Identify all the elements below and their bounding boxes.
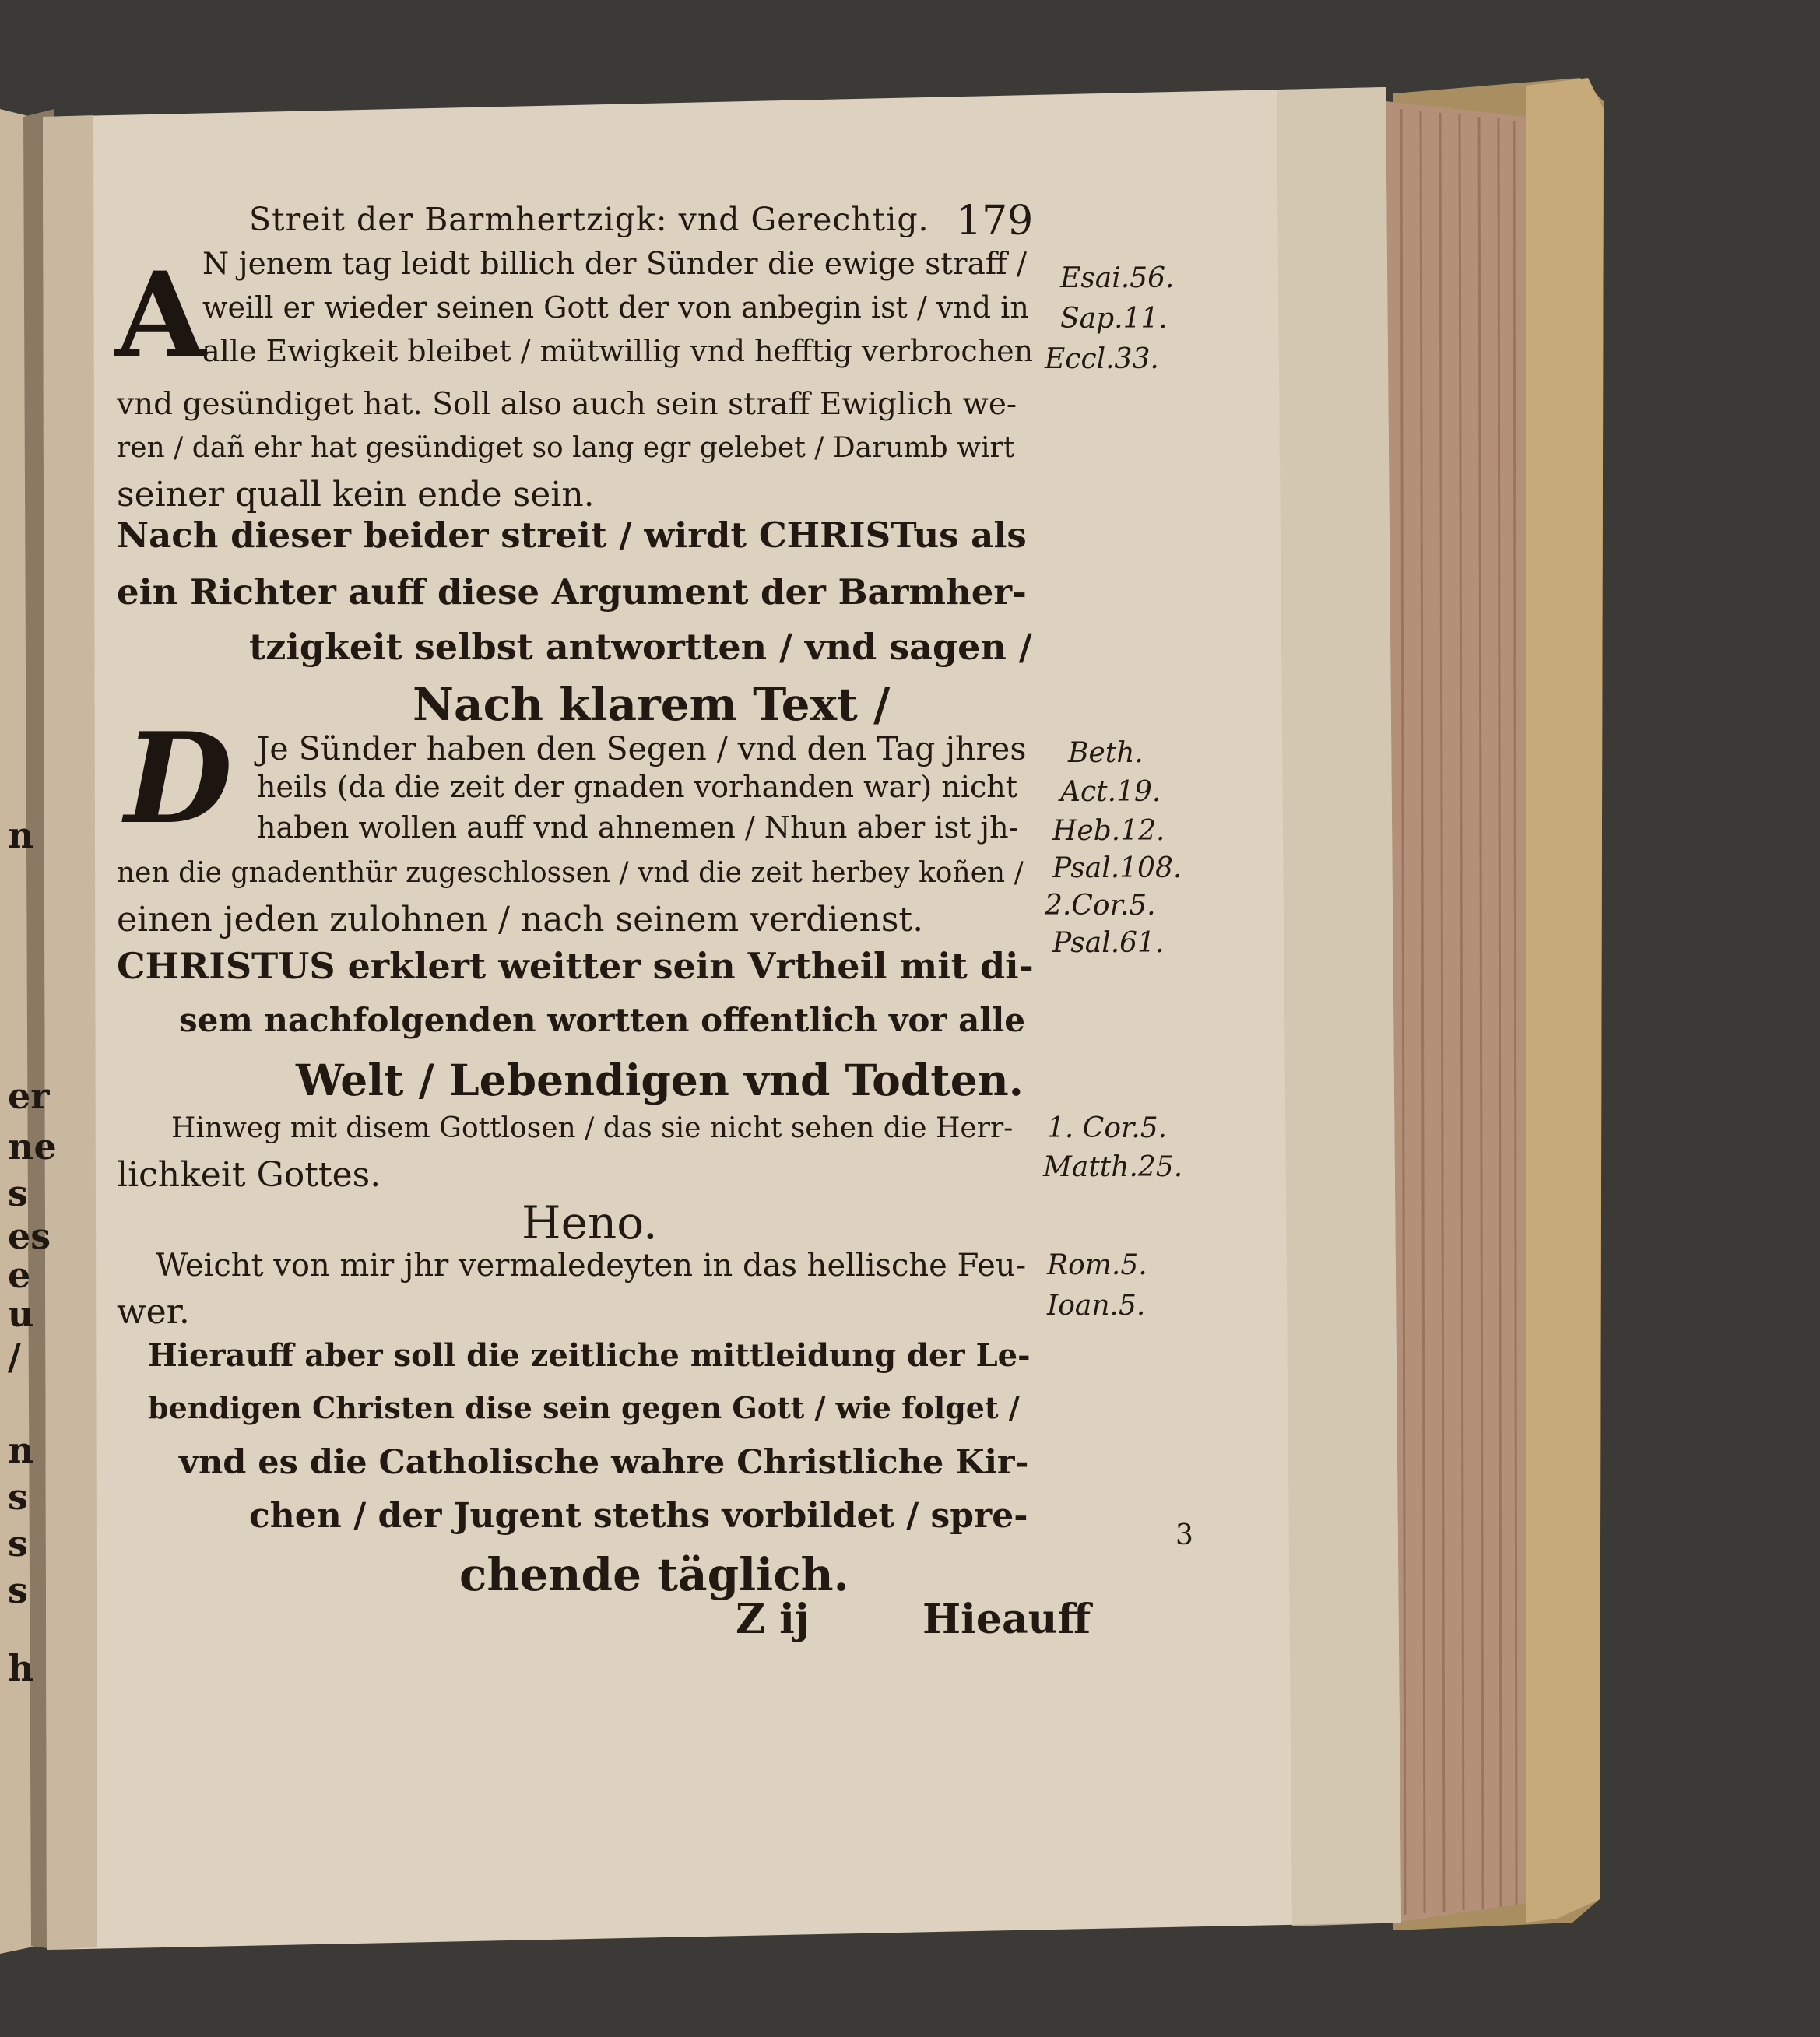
- p1-line: N jenem tag leidt billich der Sünder die ewige straff /: [202, 247, 1028, 282]
- p2-line: Je Sünder haben den Segen / vnd den Tag jhres: [257, 730, 1027, 767]
- speaker-label: Heno.: [522, 1196, 658, 1249]
- marginal-note: Esai.56.: [1060, 262, 1175, 294]
- p1-line: weill er wieder seinen Gott der von anbegin ist / vnd in: [202, 290, 1029, 325]
- p2-line: haben wollen auff vnd ahnemen / Nhun aber ist jh-: [257, 810, 1019, 845]
- left-fragment: e: [8, 1254, 31, 1296]
- h1-line: tzigkeit selbst antwortten / vnd sagen /: [249, 626, 1032, 668]
- left-fragment: u: [8, 1293, 34, 1335]
- p2-line: einen jeden zulohnen / nach seinem verdienst.: [117, 900, 924, 939]
- page-number: 179: [956, 198, 1034, 244]
- h3-line: vnd es die Catholische wahre Christliche Kir-: [179, 1443, 1029, 1482]
- left-fragment: s: [8, 1476, 28, 1518]
- p3-line: Hinweg mit disem Gottlosen / das sie nicht sehen die Herr-: [171, 1112, 1014, 1144]
- marginal-note: Eccl.33.: [1045, 343, 1159, 375]
- h1-line: ein Richter auff diese Argument der Barmher-: [117, 571, 1027, 613]
- p2-line: nen die gnadenthür zugeschlossen / vnd die zeit herbey koñen /: [117, 857, 1024, 889]
- left-fragment: s: [8, 1172, 28, 1214]
- p1-line: vnd gesündiget hat. Soll also auch sein straff Ewiglich we-: [117, 387, 1017, 422]
- h3-line: Hierauff aber soll die zeitliche mittleidung der Le-: [148, 1337, 1031, 1374]
- left-fragment: n: [8, 814, 34, 856]
- signature-mark: Z ij: [736, 1596, 810, 1643]
- running-head: Streit der Barmhertzigk: vnd Gerechtig.: [249, 201, 929, 238]
- left-fragment: n: [8, 1429, 34, 1471]
- h1-line: Nach klarem Text /: [413, 678, 891, 731]
- marginal-note: Sap.11.: [1060, 303, 1168, 335]
- drop-initial-d: D: [125, 705, 233, 852]
- left-fragment: s: [8, 1569, 28, 1611]
- marginal-note: Act.19.: [1060, 776, 1161, 808]
- h1-line: Nach dieser beider streit / wirdt CHRISTus als: [117, 515, 1027, 556]
- marginal-note: Heb.12.: [1052, 815, 1165, 847]
- marginal-note: Matth.25.: [1043, 1151, 1183, 1183]
- marginal-note: 1. Cor.5.: [1047, 1112, 1168, 1144]
- p1-line: ren / dañ ehr hat gesündiget so lang egr gelebet / Darumb wirt: [117, 432, 1015, 464]
- p1-line: seiner quall kein ende sein.: [117, 475, 595, 515]
- left-fragment: h: [8, 1647, 34, 1689]
- marginal-note: Ioan.5.: [1047, 1290, 1146, 1322]
- h2-line: Welt / Lebendigen vnd Todten.: [296, 1055, 1024, 1105]
- h2-line: CHRISTUS erklert weitter sein Vrtheil mit di-: [117, 945, 1034, 987]
- h2-line: sem nachfolgenden wortten offentlich vor alle: [179, 1001, 1025, 1039]
- left-fragment: s: [8, 1522, 28, 1565]
- left-fragment: es: [8, 1215, 51, 1257]
- stray-mark: 3: [1175, 1519, 1193, 1551]
- h3-line: bendigen Christen dise sein gegen Gott / wie folget /: [148, 1390, 1020, 1425]
- left-fragment: /: [8, 1336, 21, 1378]
- left-fragment: er: [8, 1075, 50, 1117]
- p3-line: lichkeit Gottes.: [117, 1155, 381, 1195]
- p2-line: heils (da die zeit der gnaden vorhanden war) nicht: [257, 770, 1018, 804]
- h3-line: chende täglich.: [459, 1548, 849, 1601]
- p1-line: alle Ewigkeit bleibet / mütwillig vnd hefftig verbrochen: [202, 334, 1034, 368]
- h3-line: chen / der Jugent steths vorbildet / spre-: [249, 1496, 1028, 1536]
- marginal-note: Psal.61.: [1052, 927, 1165, 959]
- marginal-note: 2.Cor.5.: [1045, 890, 1156, 922]
- catchword: Hieauff: [922, 1596, 1091, 1643]
- marginal-note: Beth.: [1068, 737, 1144, 769]
- p4-line: Weicht von mir jhr vermaledeyten in das hellische Feu-: [156, 1248, 1027, 1284]
- p4-line: wer.: [117, 1292, 190, 1332]
- drop-initial-a: A: [115, 247, 206, 384]
- left-fragment: ne: [8, 1126, 57, 1168]
- marginal-note: Psal.108.: [1052, 852, 1182, 884]
- marginal-note: Rom.5.: [1047, 1249, 1147, 1281]
